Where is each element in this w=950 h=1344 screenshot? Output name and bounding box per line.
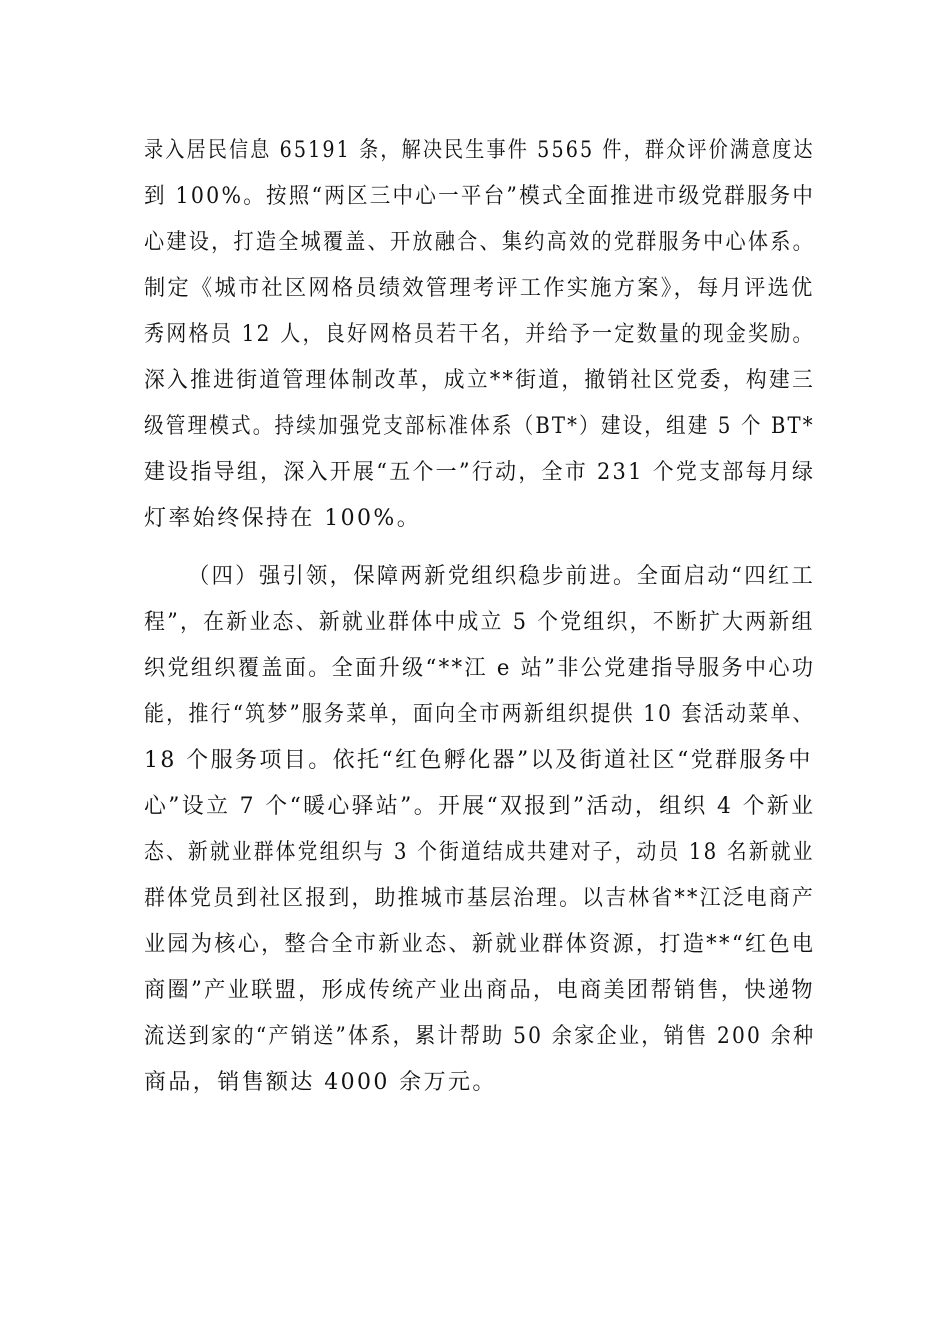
paragraph-2-line-3: 织党组织覆盖面。全面升级“**江 e 站”非公党建指导服务中心功 [144,656,816,681]
paragraph-2-line-6: 心”设立 7 个“暖心驿站”。开展“双报到”活动，组织 4 个新业 [144,794,816,819]
paragraph-1-line-5: 秀网格员 12 人，良好网格员若干名，并给予一定数量的现金奖励。 [144,322,815,347]
paragraph-1-line-7: 级管理模式。持续加强党支部标准体系（BT*）建设，组建 5 个 BT* [144,414,815,439]
paragraph-1-line-8: 建设指导组，深入开展“五个一”行动，全市 231 个党支部每月绿 [144,460,816,485]
paragraph-1-line-4: 制定《城市社区网格员绩效管理考评工作实施方案》，每月评选优 [144,276,815,301]
paragraph-2-line-5: 18 个服务项目。依托“红色孵化器”以及街道社区“党群服务中 [144,748,813,773]
paragraph-2-line-10: 商圈”产业联盟，形成传统产业出商品，电商美团帮销售，快递物 [144,978,815,1003]
paragraph-1-line-2: 到 100%。按照“两区三中心一平台”模式全面推进市级党群服务中 [144,184,816,209]
paragraph-2-line-2: 程”，在新业态、新就业群体中成立 5 个党组织，不断扩大两新组 [144,610,815,635]
paragraph-2-line-8: 群体党员到社区报到，助推城市基层治理。以吉林省**江泛电商产 [144,886,816,911]
paragraph-2-line-1: （四）强引领，保障两新党组织稳步前进。全面启动“四红工 [188,564,816,589]
paragraph-1-line-9: 灯率始终保持在 100%。 [144,506,422,531]
paragraph-2-line-4: 能，推行“筑梦”服务菜单，面向全市两新组织提供 10 套活动菜单、 [144,702,815,727]
paragraph-2-line-11: 流送到家的“产销送”体系，累计帮助 50 余家企业，销售 200 余种 [144,1024,816,1049]
paragraph-2-line-12: 商品，销售额达 4000 余万元。 [144,1070,497,1095]
paragraph-1-line-6: 深入推进街道管理体制改革，成立**街道，撤销社区党委，构建三 [144,368,816,393]
paragraph-2-line-7: 态、新就业群体党组织与 3 个街道结成共建对子，动员 18 名新就业 [144,840,815,865]
paragraph-1-line-3: 心建设，打造全城覆盖、开放融合、集约高效的党群服务中心体系。 [144,230,816,255]
paragraph-1-line-1: 录入居民信息 65191 条，解决民生事件 5565 件，群众评价满意度达 [144,138,815,163]
paragraph-2-line-9: 业园为核心，整合全市新业态、新就业群体资源，打造**“红色电 [144,932,816,957]
